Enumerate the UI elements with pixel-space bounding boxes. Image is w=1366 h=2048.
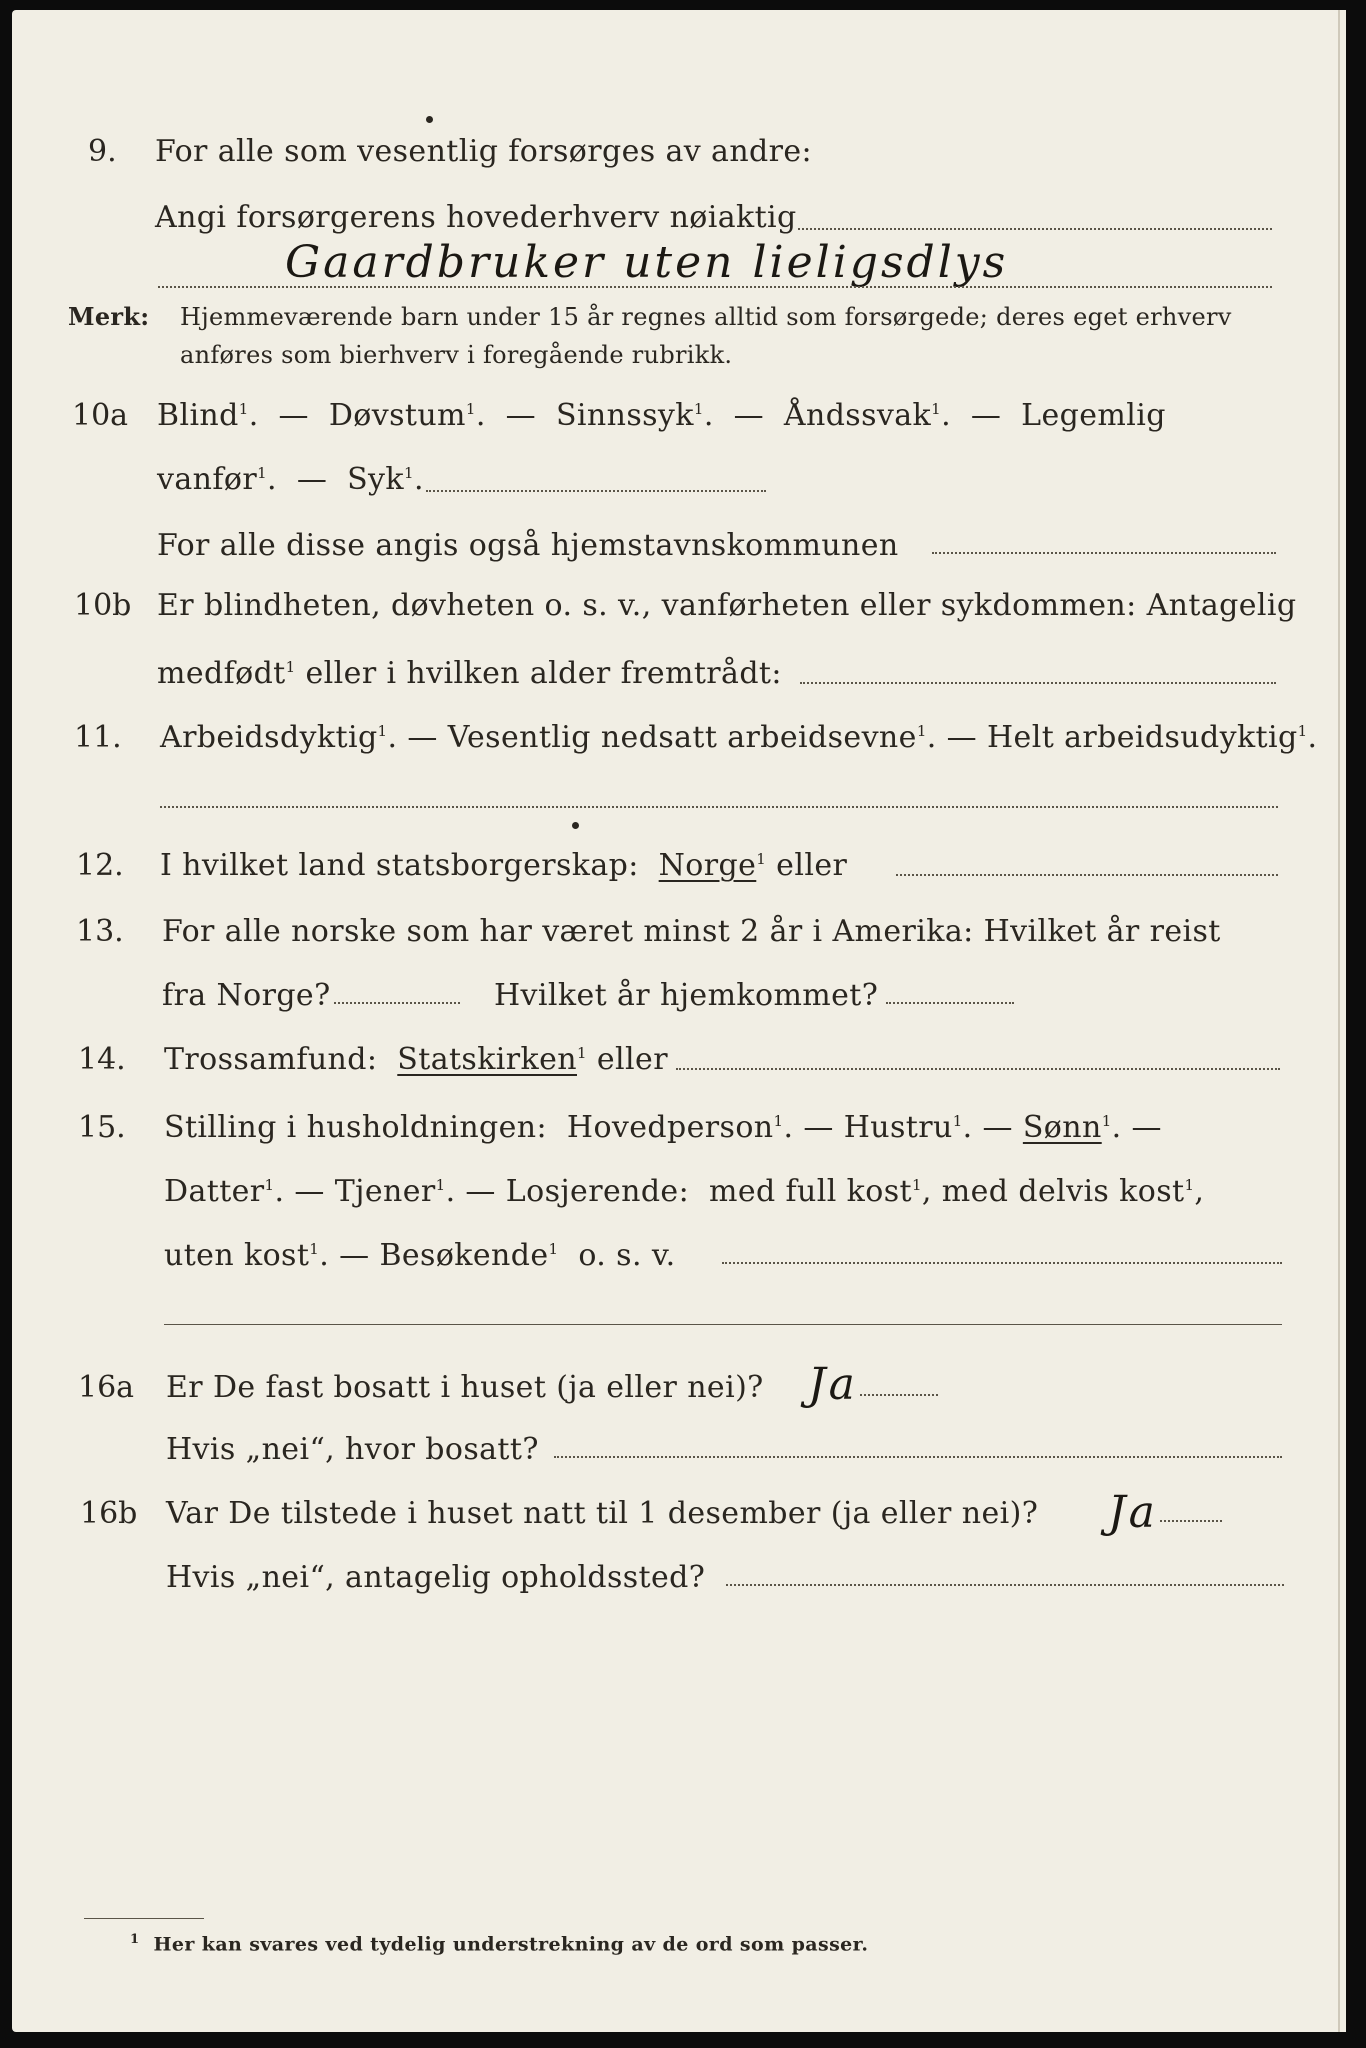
option-delvis-kost[interactable]: med delvis kost <box>941 1174 1185 1209</box>
option-arbeidsdyktig[interactable]: Arbeidsdyktig <box>160 720 378 755</box>
option-norge[interactable]: Norge <box>658 848 757 883</box>
q14-number: 14. <box>78 1042 126 1077</box>
q15-line1: Stilling i husholdningen: Hovedperson$^1$. — Hustru$^1$. — Sønn$^1$. — <box>164 1110 1162 1145</box>
q11-options: Arbeidsdyktig$^1$. — Vesentlig nedsatt arbeidsevne$^1$. — Helt arbeidsudyktig$^1$. <box>160 720 1318 755</box>
q16b-question: Var De tilstede i huset natt til 1 desember (ja eller nei)? <box>166 1496 1039 1531</box>
option-sinnssyk[interactable]: Sinnssyk <box>555 398 694 433</box>
q14-line[interactable] <box>676 1068 1280 1070</box>
q11-number: 11. <box>74 720 122 755</box>
ink-speck <box>426 116 433 123</box>
q10b-answer-line[interactable] <box>800 682 1276 684</box>
q11-line[interactable] <box>160 806 1278 808</box>
q9-handwritten-answer: Gaardbruker uten lieligsdlys <box>285 237 1009 288</box>
option-andssvak[interactable]: Åndssvak <box>783 398 932 433</box>
q16a-bosatt-line[interactable] <box>554 1456 1282 1458</box>
q13-hjemkommet-label: Hvilket år hjemkommet? <box>494 978 879 1013</box>
option-nedsatt[interactable]: Vesentlig nedsatt arbeidsevne <box>447 720 917 755</box>
q16b-number: 16b <box>80 1496 138 1531</box>
q16b-handwritten-answer: Ja <box>1108 1487 1158 1538</box>
q10a-options-line1: Blind$^1$. — Døvstum$^1$. — Sinnssyk$^1$. — Åndssvak$^1$. — Legemlig <box>157 398 1166 433</box>
option-syk[interactable]: Syk <box>347 462 404 497</box>
q12-line[interactable] <box>896 874 1278 876</box>
q13-hjemkommet-line[interactable] <box>886 1002 1014 1004</box>
q13-reist-line[interactable] <box>334 1002 460 1004</box>
q9-question: For alle som vesentlig forsørges av andre: <box>155 134 813 169</box>
ink-speck <box>572 822 579 829</box>
page-edge <box>1338 10 1346 2032</box>
option-legemlig[interactable]: Legemlig <box>1021 398 1166 433</box>
q14-question: Trossamfund: Statskirken$^1$ eller <box>164 1042 668 1077</box>
footnote: $^1$ Her kan svares ved tydelig understrekning av de ord som passer. <box>130 1932 869 1956</box>
q12-question: I hvilket land statsborgerskap: Norge$^1$ eller <box>160 848 848 883</box>
q15-line2: Datter$^1$. — Tjener$^1$. — Losjerende: med full kost$^1$, med delvis kost$^1$, <box>164 1174 1205 1209</box>
q15-line[interactable] <box>722 1262 1282 1264</box>
option-datter[interactable]: Datter <box>164 1174 265 1209</box>
q9-label: Angi forsørgerens hovederhverv nøiaktig <box>155 200 797 235</box>
q16b-opholdssted-line[interactable] <box>726 1584 1284 1586</box>
option-dovstum[interactable]: Døvstum <box>328 398 466 433</box>
option-hovedperson[interactable]: Hovedperson <box>566 1110 774 1145</box>
q15-underline <box>164 1324 1282 1325</box>
option-besokende[interactable]: Besøkende <box>379 1238 549 1273</box>
q15-line3: uten kost$^1$. — Besøkende$^1$ o. s. v. <box>164 1238 676 1273</box>
q9-line <box>798 228 1272 230</box>
q16a-question: Er De fast bosatt i huset (ja eller nei)? <box>166 1370 764 1405</box>
footnote-rule <box>84 1918 204 1919</box>
q13-question: For alle norske som har været minst 2 år i Amerika: Hvilket år reist <box>162 914 1221 949</box>
q12-number: 12. <box>76 848 124 883</box>
q16a-number: 16a <box>78 1370 135 1405</box>
q16b-line[interactable] <box>1160 1520 1222 1522</box>
q13-reist-label: fra Norge? <box>162 978 331 1013</box>
q10b-line2: medfødt$^1$ eller i hvilken alder fremtrådt: <box>157 656 782 691</box>
q10a-number: 10a <box>72 398 129 433</box>
q9-number: 9. <box>88 134 117 169</box>
option-blind[interactable]: Blind <box>157 398 239 433</box>
q9-answer-line[interactable] <box>158 286 1272 288</box>
merk-text-1: Hjemmeværende barn under 15 år regnes alltid som forsørgede; deres eget erhverv <box>180 303 1232 331</box>
option-statskirken[interactable]: Statskirken <box>397 1042 577 1077</box>
option-medfodt[interactable]: medfødt <box>157 656 286 691</box>
q10a-hjemstavn: For alle disse angis også hjemstavnskommunen <box>157 528 899 563</box>
option-tjener[interactable]: Tjener <box>334 1174 436 1209</box>
q10a-line[interactable] <box>426 490 766 492</box>
option-sonn[interactable]: Sønn <box>1022 1110 1102 1145</box>
q16a-handwritten-answer: Ja <box>808 1359 858 1410</box>
merk-text-2: anføres som bierhverv i foregående rubrikk. <box>180 341 733 369</box>
q13-number: 13. <box>76 914 124 949</box>
option-vanfor[interactable]: vanfør <box>157 462 258 497</box>
q10a-hjemstavn-line[interactable] <box>932 552 1276 554</box>
merk-label: Merk: <box>68 302 150 331</box>
q16a-bosatt-label: Hvis „nei“, hvor bosatt? <box>166 1432 539 1467</box>
option-arbeidsudyktig[interactable]: Helt arbeidsudyktig <box>986 720 1298 755</box>
q16b-opholdssted-label: Hvis „nei“, antagelig opholdssted? <box>166 1560 706 1595</box>
q10a-options-line2: vanfør$^1$. — Syk$^1$. <box>157 462 424 497</box>
option-full-kost[interactable]: med full kost <box>708 1174 912 1209</box>
option-hustru[interactable]: Hustru <box>843 1110 953 1145</box>
q10b-number: 10b <box>74 588 132 623</box>
q16a-line[interactable] <box>860 1394 938 1396</box>
option-uten-kost[interactable]: uten kost <box>164 1238 310 1273</box>
q10b-question: Er blindheten, døvheten o. s. v., vanførheten eller sykdommen: Antagelig <box>157 588 1297 623</box>
q15-number: 15. <box>78 1110 126 1145</box>
